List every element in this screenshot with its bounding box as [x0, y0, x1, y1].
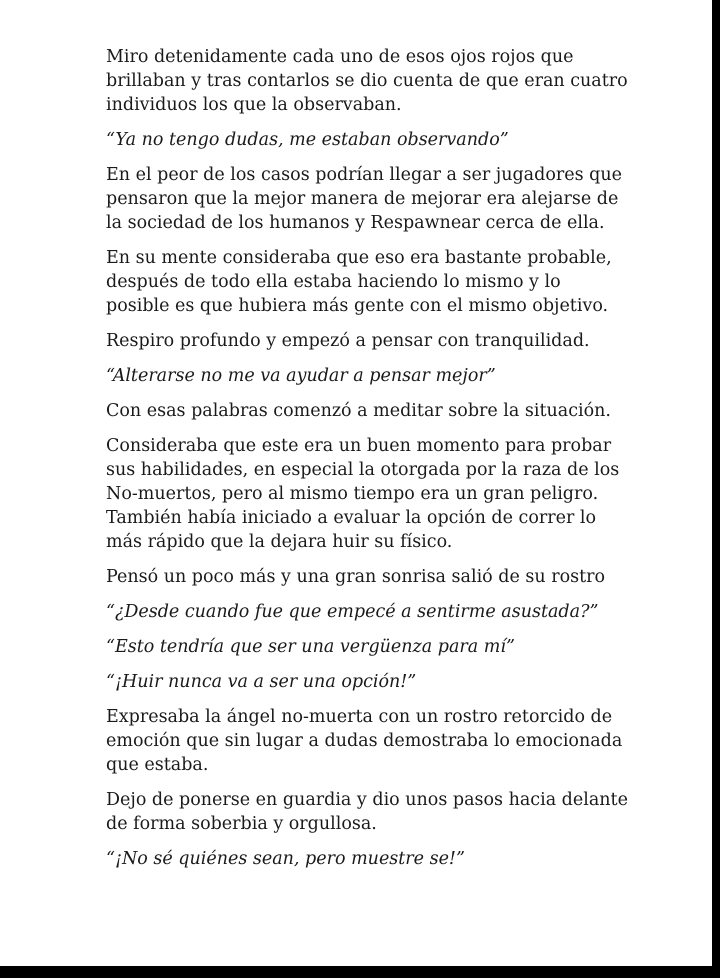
text-line: brillaban y tras contarlos se dio cuenta de que eran cuatro [106, 71, 628, 91]
narrative-paragraph [106, 565, 622, 589]
text-line: individuos los que la observaban. [106, 95, 402, 115]
text-line: emoción que sin lugar a dudas demostraba lo emocionada [106, 731, 623, 751]
narrative-paragraph [106, 788, 628, 836]
dialogue-paragraph [106, 128, 622, 152]
text-line: Expresaba la ángel no-muerta con un rostro retorcido de [106, 707, 613, 727]
narrative-paragraph [106, 329, 622, 353]
text-line: “Ya no tengo dudas, me estaban observando” [106, 130, 509, 150]
text-line: No-muertos, pero al mismo tiempo era un gran peligro. [106, 484, 599, 504]
narrative-paragraph [106, 399, 622, 423]
dialogue-paragraph [106, 635, 622, 659]
text-line: que estaba. [106, 755, 209, 775]
text-line: de forma soberbia y orgullosa. [106, 814, 377, 834]
text-line: En su mente consideraba que eso era bastante probable, [106, 248, 612, 268]
text-body [106, 45, 628, 871]
text-line: “¿Desde cuando fue que empecé a sentirme asustada?” [106, 602, 599, 622]
text-line: También había iniciado a evaluar la opción de correr lo [106, 508, 597, 528]
dialogue-paragraph [106, 600, 622, 624]
narrative-paragraph [106, 434, 622, 554]
dialogue-paragraph [106, 847, 622, 871]
text-line: Consideraba que este era un buen momento para probar [106, 436, 612, 456]
text-line: más rápido que la dejara huir su físico. [106, 532, 453, 552]
dialogue-paragraph [106, 364, 622, 388]
text-line: después de todo ella estaba haciendo lo mismo y lo [106, 272, 561, 292]
narrative-paragraph [106, 246, 622, 318]
text-line: “Alterarse no me va ayudar a pensar mejor” [106, 366, 496, 386]
text-line: Respiro profundo y empezó a pensar con tranquilidad. [106, 331, 590, 351]
text-line: En el peor de los casos podrían llegar a ser jugadores que [106, 165, 622, 185]
text-line: Miro detenidamente cada uno de esos ojos rojos que [106, 47, 574, 67]
narrative-paragraph [106, 705, 622, 777]
text-line: posible es que hubiera más gente con el mismo objetivo. [106, 296, 609, 316]
text-line: “¡No sé quiénes sean, pero muestre se!” [106, 849, 465, 869]
text-line: la sociedad de los humanos y Respawnear cerca de ella. [106, 213, 605, 233]
dialogue-paragraph [106, 670, 622, 694]
text-line: Dejo de ponerse en guardia y dio unos pasos hacia delante [106, 790, 628, 810]
narrative-paragraph [106, 45, 628, 117]
text-line: “¡Huir nunca va a ser una opción!” [106, 672, 417, 692]
text-line: sus habilidades, en especial la otorgada por la raza de los [106, 460, 620, 480]
text-line: Pensó un poco más y una gran sonrisa salió de su rostro [106, 567, 606, 587]
text-line: “Esto tendría que ser una vergüenza para mí” [106, 637, 515, 657]
text-line: Con esas palabras comenzó a meditar sobre la situación. [106, 401, 611, 421]
text-line: pensaron que la mejor manera de mejorar era alejarse de [106, 189, 619, 209]
narrative-paragraph [106, 163, 622, 235]
